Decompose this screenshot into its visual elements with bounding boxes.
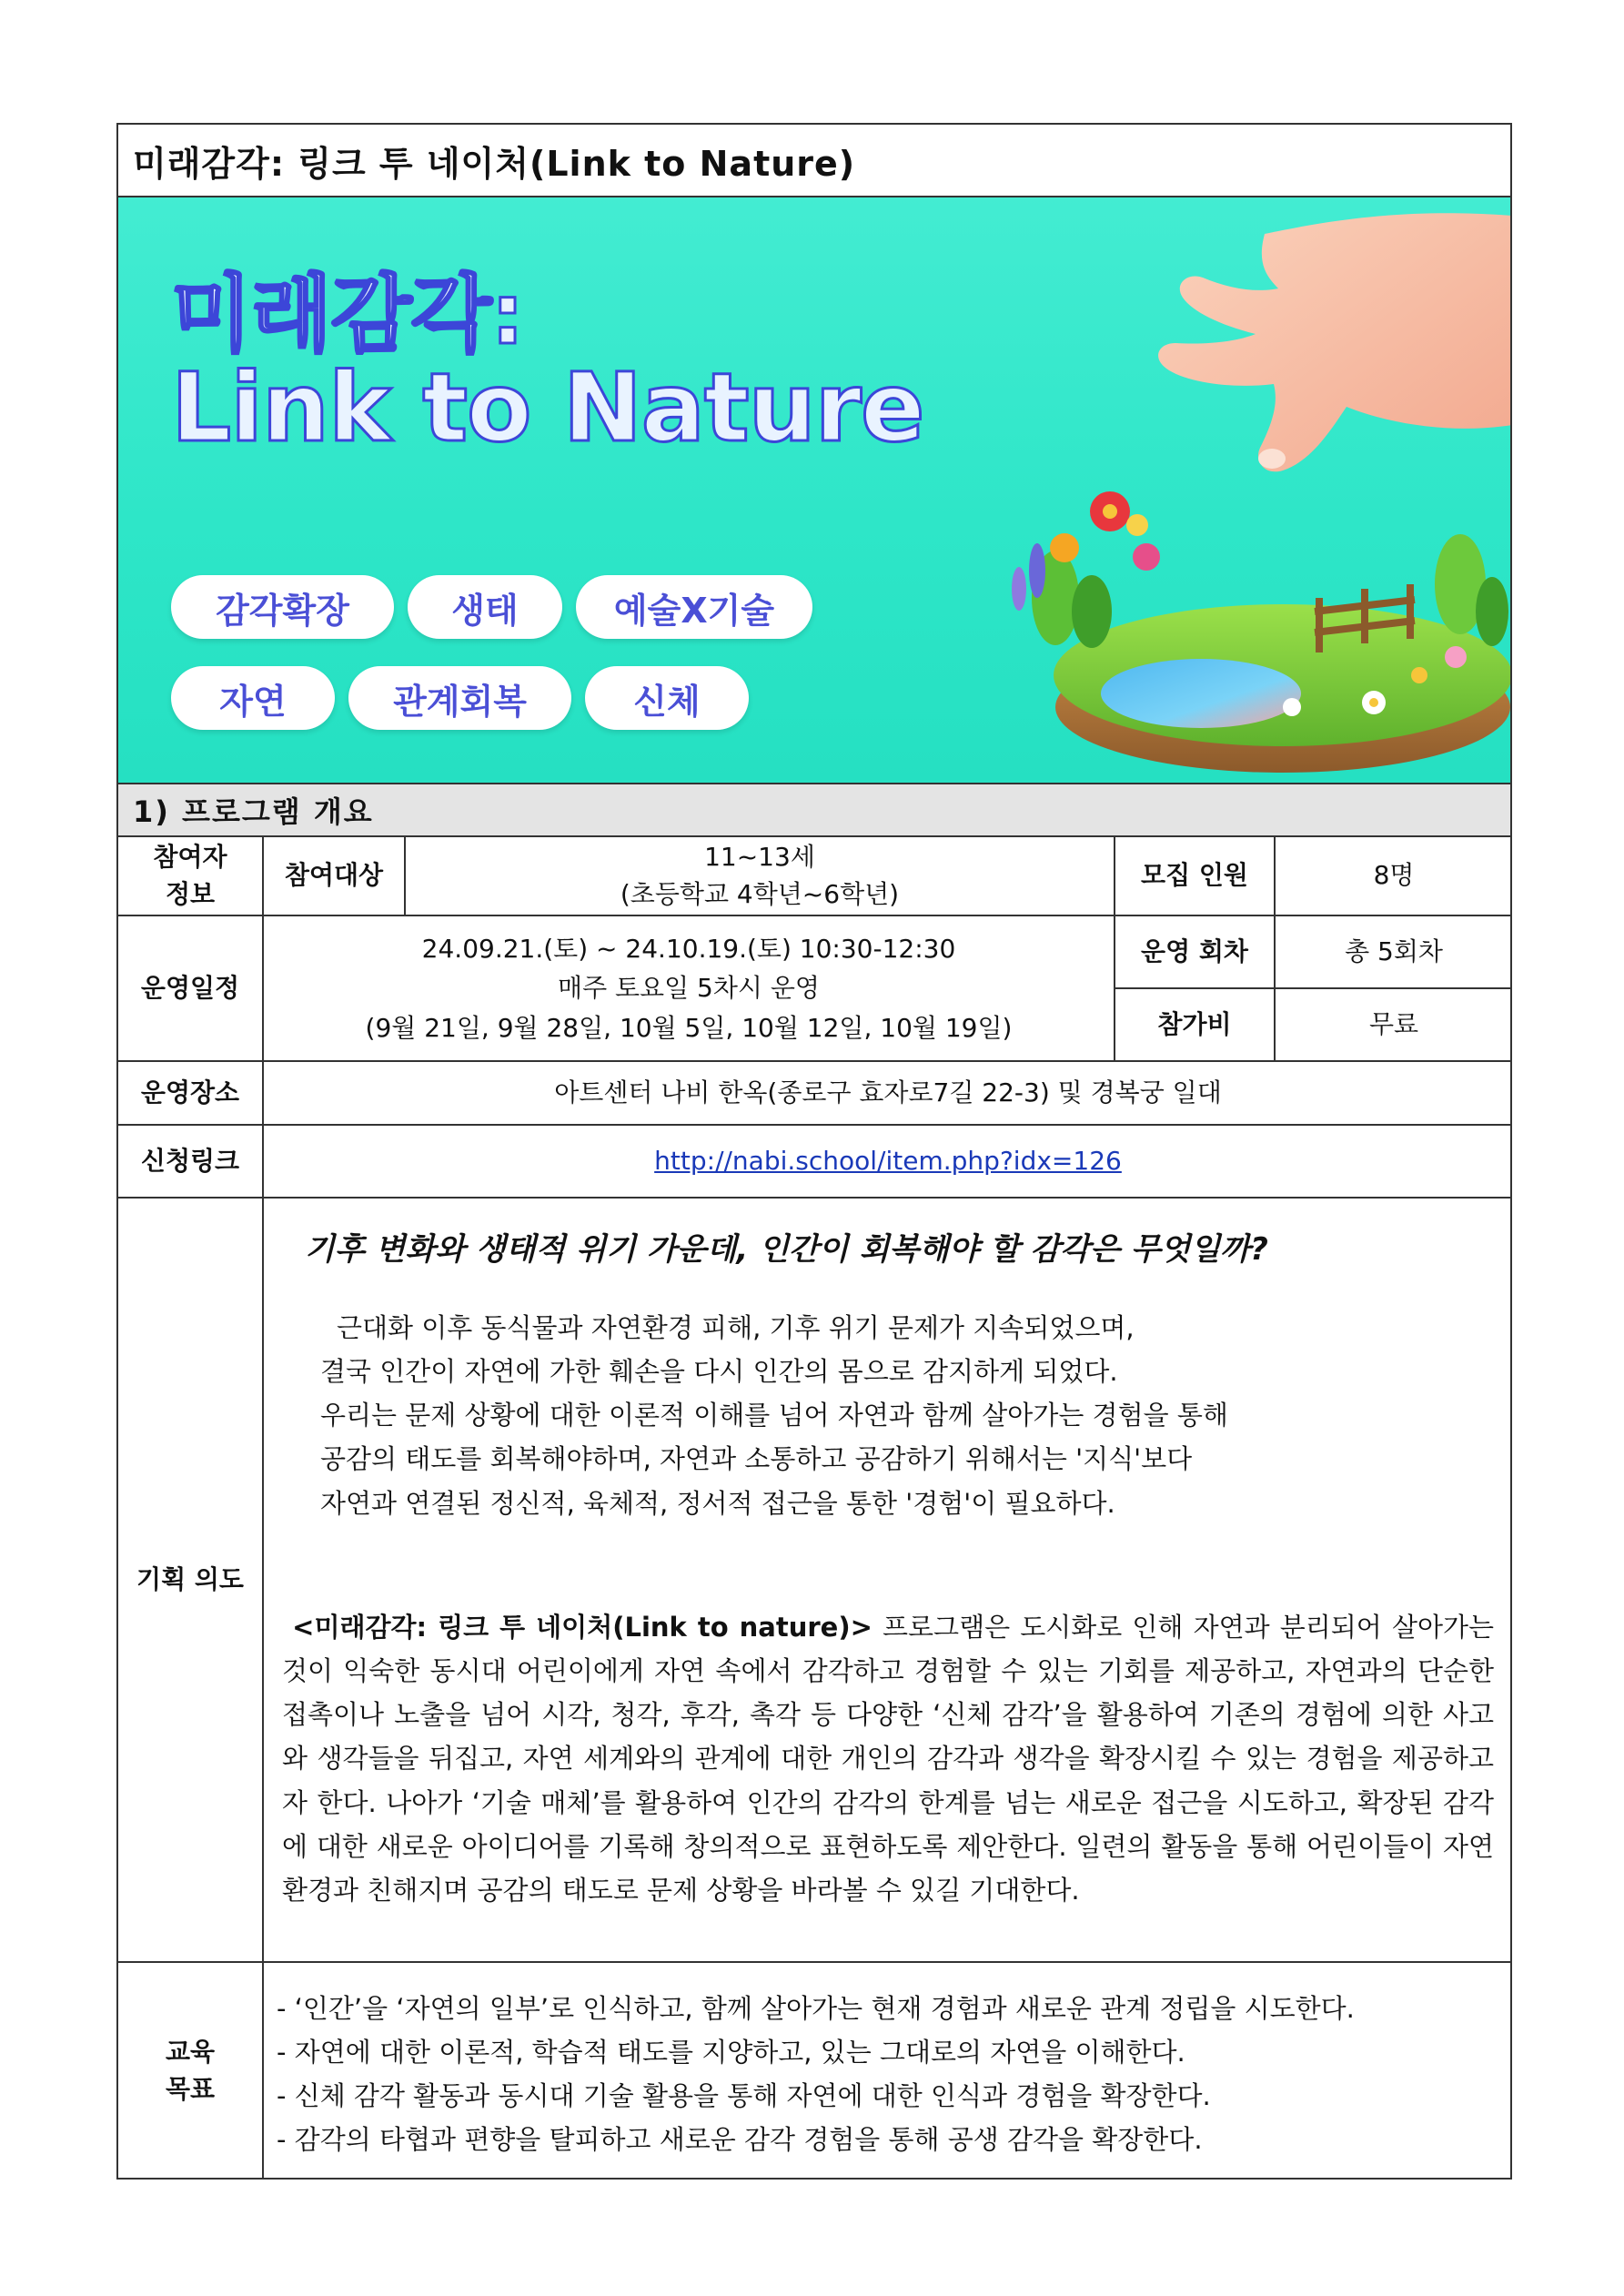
intent-para1-line: 공감의 태도를 회복해야하며, 자연과 소통하고 공감하기 위해서는 '지식'보다 [320,1443,1193,1475]
sessions-label: 운영 회차 [1141,936,1248,966]
sessions-label-cell [1115,916,1276,989]
apply-label: 신청링크 [140,1145,240,1176]
goal-item: - 자연에 대한 이론적, 학습적 태도를 지양하고, 있는 그대로의 자연을 이해한다. [277,2037,1185,2068]
target-label-cell [264,837,406,916]
intent-para1-line: 우리는 문제 상황에 대한 이론적 이해를 넘어 자연과 함께 살아가는 경험을 통해 [320,1400,1228,1431]
recruit-label-cell [1115,837,1276,916]
recruit-label: 모집 인원 [1141,860,1248,891]
participants-label-cell [118,837,264,916]
tag-relationship-recovery: 관계회복 [348,666,571,730]
participants-label-line2: 정보 [165,878,216,909]
fee-value-cell [1276,989,1512,1062]
intent-content [264,1199,1512,1963]
goal-item: - 감각의 타협과 편향을 탈피하고 새로운 감각 경험을 통해 공생 감각을 확장한다. [277,2124,1203,2156]
tag-body: 신체 [585,666,749,730]
intent-program-name: <미래감각: 링크 투 네이처(Link to nature)> [292,1612,873,1643]
venue-label-cell [118,1062,264,1126]
program-document [116,123,1512,2180]
banner-title-line1: 미래감각: [171,266,524,363]
apply-value-cell [264,1126,1512,1199]
fee-label-cell [1115,989,1276,1062]
hand-and-garden-illustration [964,197,1510,783]
intent-label-cell [118,1199,264,1963]
document-title-row [118,125,1510,197]
intent-question: 기후 변화와 생태적 위기 가운데, 인간이 회복해야 할 감각은 무엇일까? [305,1231,1268,1268]
target-age: 11~13세 [704,841,815,872]
fee-label: 참가비 [1157,1008,1232,1039]
sessions-value-cell [1276,916,1512,989]
goals-label-cell [118,1963,264,2180]
schedule-frequency: 매주 토요일 5차시 운영 [558,973,820,1004]
fee-value: 무료 [1368,1008,1419,1039]
tag-sensory-expansion: 감각확장 [171,575,394,639]
banner-title-line2: Link to Nature [171,352,924,463]
apply-link[interactable]: http://nabi.school/item.php?idx=126 [654,1145,1122,1176]
apply-label-cell [118,1126,264,1199]
recruit-value: 8명 [1373,860,1415,891]
recruit-value-cell [1276,837,1512,916]
schedule-label-cell [118,916,264,1062]
document-title: 미래감각: 링크 투 네이처(Link to Nature) [133,143,856,184]
goals-list [264,1963,1512,2180]
goals-label-line1: 교육 [165,2037,216,2068]
goal-item: - 신체 감각 활동과 동시대 기술 활용을 통해 자연에 대한 인식과 경험을 확장한다. [277,2080,1211,2112]
program-banner [118,197,1510,784]
intent-paragraph-1 [320,1306,1494,1525]
target-label: 참여대상 [284,860,384,891]
intent-paragraph-2 [282,1605,1494,1912]
schedule-dates: (9월 21일, 9월 28일, 10월 5일, 10월 12일, 10월 19일) [365,1012,1013,1043]
goal-item: - ‘인간’을 ‘자연의 일부’로 인식하고, 함께 살아가는 현재 경험과 새로운 관계 정립을 시도한다. [277,1993,1355,2024]
tag-nature: 자연 [171,666,335,730]
intent-para1-line: 자연과 연결된 정신적, 육체적, 정서적 접근을 통한 '경험'이 필요하다. [320,1487,1115,1519]
intent-para2-text: 프로그램은 도시화로 인해 자연과 분리되어 살아가는 것이 익숙한 동시대 어린이에게 자연 속에서 감각하고 경험할 수 있는 기회를 제공하고, 자연과의 단순한 접촉이나 노출을 넘어 시각, 청각, 후각, 촉각 등 다양한 ‘신체 감각’을 활용하여 기존의 경험에 의한 사고와 생각들을 뒤집고, 자연 세계와의 관계에 대한 개인의 감각과 생각을 확장시킬 수 있는 경험을 제공하고자 한다. 나아가 ‘기술 매체’를 활용하여 인간의 감각의 한계를 넘는 새로운 접근을 시도하고, 확장된 감각에 대한 새로운 아이디어를 기록해 창의적으로 표현하도록 제안한다. 일련의 활동을 통해 어린이들이 자연환경과 친해지며 공감의 태도로 문제 상황을 바라볼 수 있길 기대한다. [282,1612,1495,1906]
section-heading-text: 1) 프로그램 개요 [133,794,374,829]
section-heading-overview [118,784,1510,837]
target-grade: (초등학교 4학년~6학년) [620,878,900,909]
schedule-value-cell [264,916,1115,1062]
venue-label: 운영장소 [140,1077,240,1108]
schedule-period: 24.09.21.(토) ~ 24.10.19.(토) 10:30-12:30 [421,933,956,964]
intent-para1-line: 결국 인간이 자연에 가한 훼손을 다시 인간의 몸으로 감지하게 되었다. [320,1356,1118,1388]
intent-label: 기획 의도 [136,1563,244,1594]
tag-art-tech: 예술X기술 [576,575,812,639]
schedule-label: 운영일정 [140,972,240,1003]
tag-ecology: 생태 [408,575,562,639]
intent-para1-line: 근대화 이후 동식물과 자연환경 피해, 기후 위기 문제가 지속되었으며, [337,1312,1135,1343]
sessions-value: 총 5회차 [1345,936,1443,966]
goals-label-line2: 목표 [165,2074,216,2104]
venue-value: 아트센터 나비 한옥(종로구 효자로7길 22-3) 및 경복궁 일대 [554,1077,1222,1108]
participants-label-line1: 참여자 [153,841,227,872]
venue-value-cell [264,1062,1512,1126]
target-value-cell [406,837,1115,916]
